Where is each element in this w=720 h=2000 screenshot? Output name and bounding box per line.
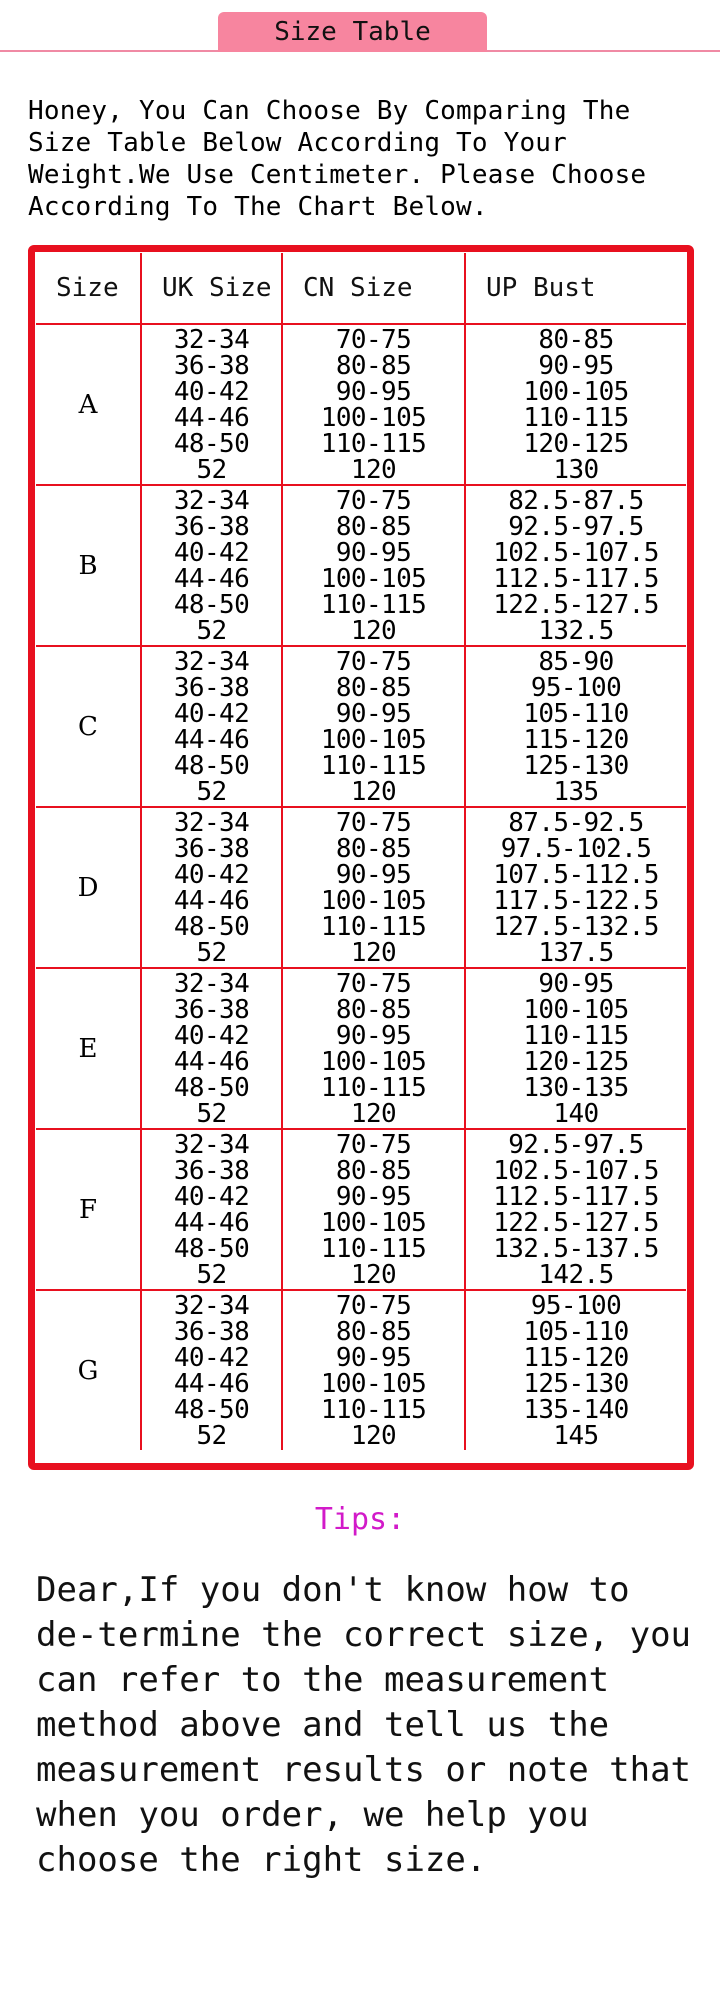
cn-size-value: 90-95 [335, 698, 412, 729]
cup-size-cell: C [36, 646, 141, 807]
uk-size-value: 48-50 [173, 1072, 250, 1103]
uk-size-cell [141, 646, 282, 807]
cn-size-value: 80-85 [335, 994, 412, 1025]
up-bust-value: 92.5-97.5 [508, 1129, 644, 1160]
cn-size-value: 110-115 [320, 1233, 427, 1264]
up-bust-cell [465, 968, 686, 1129]
up-bust-value: 110-115 [523, 1020, 629, 1051]
up-bust-value: 80-85 [538, 324, 614, 355]
table-row [36, 324, 686, 485]
cn-size-cell [282, 324, 465, 485]
cup-size-cell: F [36, 1129, 141, 1290]
cn-size-value: 100-105 [320, 1207, 427, 1238]
uk-size-cell [141, 1129, 282, 1290]
uk-size-value: 32-34 [173, 646, 250, 677]
up-bust-value: 130-135 [523, 1072, 629, 1103]
table-row [36, 646, 686, 807]
up-bust-value: 122.5-127.5 [493, 589, 659, 620]
up-bust-value: 135 [553, 776, 599, 807]
uk-size-value: 32-34 [173, 324, 250, 355]
cup-size-cell: D [36, 807, 141, 968]
up-bust-value: 105-110 [523, 698, 629, 729]
cn-size-value: 80-85 [335, 1316, 412, 1347]
uk-size-value: 48-50 [173, 428, 250, 459]
cn-size-value: 120 [350, 615, 397, 646]
uk-size-value: 36-38 [173, 1155, 250, 1186]
up-bust-value: 125-130 [523, 750, 629, 781]
up-bust-value: 145 [553, 1420, 599, 1451]
uk-size-value: 44-46 [173, 1368, 250, 1399]
cn-size-value: 100-105 [320, 724, 427, 755]
uk-size-value: 48-50 [173, 1394, 250, 1425]
up-bust-value: 87.5-92.5 [508, 807, 644, 838]
cn-size-value: 110-115 [320, 428, 427, 459]
up-bust-value: 110-115 [523, 402, 629, 433]
uk-size-value: 40-42 [173, 537, 250, 568]
cn-size-cell [282, 1290, 465, 1450]
cn-size-value: 90-95 [335, 1181, 412, 1212]
cn-size-value: 120 [350, 454, 397, 485]
cn-size-value: 110-115 [320, 589, 427, 620]
up-bust-value: 97.5-102.5 [500, 833, 652, 864]
up-bust-value: 82.5-87.5 [508, 485, 644, 516]
table-row [36, 485, 686, 646]
intro-text: Honey, You Can Choose By Comparing The Size Table Below According To Your Weight.We Use Centimeter. Please Choose According To The Chart Below. [28, 96, 647, 222]
uk-size-value: 52 [196, 615, 227, 646]
cn-size-cell [282, 485, 465, 646]
uk-size-value: 52 [196, 1420, 227, 1451]
cn-size-value: 80-85 [335, 833, 412, 864]
up-bust-value: 125-130 [523, 1368, 629, 1399]
up-bust-value: 132.5 [538, 615, 614, 646]
table-header-row [36, 253, 686, 324]
uk-size-value: 32-34 [173, 485, 250, 516]
up-bust-value: 132.5-137.5 [493, 1233, 659, 1264]
up-bust-cell [465, 485, 686, 646]
up-bust-value: 100-105 [523, 376, 629, 407]
cup-size-cell: B [36, 485, 141, 646]
cn-size-value: 90-95 [335, 1020, 412, 1051]
table-row [36, 1290, 686, 1450]
uk-size-value: 44-46 [173, 1207, 250, 1238]
uk-size-value: 48-50 [173, 1233, 250, 1264]
up-bust-value: 135-140 [523, 1394, 629, 1425]
uk-size-value: 48-50 [173, 750, 250, 781]
up-bust-value: 90-95 [538, 968, 614, 999]
uk-size-value: 52 [196, 1098, 227, 1129]
tips-title: Tips: [314, 1502, 406, 1537]
up-bust-value: 122.5-127.5 [493, 1207, 659, 1238]
cn-size-value: 70-75 [335, 807, 412, 838]
cn-size-cell [282, 968, 465, 1129]
uk-size-cell [141, 324, 282, 485]
cn-size-value: 110-115 [320, 911, 427, 942]
uk-size-value: 40-42 [173, 1020, 250, 1051]
cn-size-value: 100-105 [320, 1368, 427, 1399]
up-bust-value: 95-100 [530, 1290, 622, 1321]
uk-size-value: 44-46 [173, 885, 250, 916]
uk-size-value: 52 [196, 1259, 227, 1290]
column-header-up-bust: UP Bust [465, 253, 686, 324]
size-table-frame [28, 245, 694, 1470]
up-bust-value: 107.5-112.5 [493, 859, 659, 890]
cn-size-value: 80-85 [335, 511, 412, 542]
column-header-uk-size: UK Size [141, 253, 282, 324]
uk-size-cell [141, 485, 282, 646]
uk-size-value: 36-38 [173, 833, 250, 864]
uk-size-cell [141, 807, 282, 968]
cn-size-value: 110-115 [320, 750, 427, 781]
tips-body: Dear,If you don't know how to de-termine the correct size, you can refer to the measurement method above and tell us the measurement results or note that when you order, we help you choose the right size. [36, 1570, 692, 1880]
cn-size-value: 110-115 [320, 1394, 427, 1425]
cn-size-cell [282, 807, 465, 968]
cn-size-value: 70-75 [335, 968, 412, 999]
cn-size-value: 120 [350, 937, 397, 968]
uk-size-value: 48-50 [173, 911, 250, 942]
cn-size-value: 90-95 [335, 376, 412, 407]
up-bust-value: 130 [553, 454, 599, 485]
cn-size-value: 70-75 [335, 1290, 412, 1321]
up-bust-value: 140 [553, 1098, 599, 1129]
up-bust-value: 102.5-107.5 [493, 537, 659, 568]
cn-size-value: 70-75 [335, 1129, 412, 1160]
up-bust-value: 127.5-132.5 [493, 911, 659, 942]
cn-size-value: 100-105 [320, 1046, 427, 1077]
cn-size-value: 90-95 [335, 537, 412, 568]
cn-size-value: 120 [350, 776, 397, 807]
cn-size-value: 70-75 [335, 324, 412, 355]
up-bust-value: 117.5-122.5 [493, 885, 659, 916]
uk-size-value: 48-50 [173, 589, 250, 620]
cn-size-value: 100-105 [320, 402, 427, 433]
cn-size-cell [282, 1129, 465, 1290]
cn-size-value: 80-85 [335, 350, 412, 381]
up-bust-value: 112.5-117.5 [493, 1181, 659, 1212]
up-bust-value: 142.5 [538, 1259, 614, 1290]
up-bust-value: 137.5 [538, 937, 614, 968]
up-bust-cell [465, 324, 686, 485]
cup-size-cell: E [36, 968, 141, 1129]
cup-size-cell: G [36, 1290, 141, 1450]
uk-size-value: 40-42 [173, 376, 250, 407]
uk-size-value: 36-38 [173, 350, 250, 381]
uk-size-cell [141, 968, 282, 1129]
uk-size-value: 40-42 [173, 698, 250, 729]
up-bust-value: 90-95 [538, 350, 614, 381]
up-bust-cell [465, 807, 686, 968]
up-bust-value: 115-120 [523, 1342, 629, 1373]
cn-size-value: 120 [350, 1420, 397, 1451]
cn-size-value: 100-105 [320, 885, 427, 916]
up-bust-value: 105-110 [523, 1316, 629, 1347]
up-bust-value: 95-100 [530, 672, 622, 703]
uk-size-value: 52 [196, 937, 227, 968]
uk-size-value: 52 [196, 776, 227, 807]
up-bust-value: 120-125 [523, 1046, 629, 1077]
cn-size-value: 80-85 [335, 1155, 412, 1186]
up-bust-value: 120-125 [523, 428, 629, 459]
uk-size-value: 32-34 [173, 1129, 250, 1160]
table-body [36, 324, 686, 1450]
column-header-cn-size: CN Size [282, 253, 465, 324]
cn-size-value: 90-95 [335, 1342, 412, 1373]
cn-size-value: 110-115 [320, 1072, 427, 1103]
uk-size-value: 36-38 [173, 672, 250, 703]
uk-size-value: 36-38 [173, 994, 250, 1025]
up-bust-value: 85-90 [538, 646, 614, 677]
uk-size-value: 52 [196, 454, 227, 485]
up-bust-value: 100-105 [523, 994, 629, 1025]
size-table [36, 253, 686, 1450]
uk-size-value: 36-38 [173, 1316, 250, 1347]
up-bust-value: 115-120 [523, 724, 629, 755]
up-bust-cell [465, 1290, 686, 1450]
uk-size-value: 40-42 [173, 859, 250, 890]
uk-size-value: 40-42 [173, 1342, 250, 1373]
up-bust-value: 112.5-117.5 [493, 563, 659, 594]
cn-size-value: 80-85 [335, 672, 412, 703]
uk-size-value: 44-46 [173, 724, 250, 755]
up-bust-cell [465, 646, 686, 807]
column-header-size: Size [36, 253, 141, 324]
uk-size-value: 44-46 [173, 1046, 250, 1077]
cn-size-value: 100-105 [320, 563, 427, 594]
table-row [36, 968, 686, 1129]
page-title: Size Table [218, 12, 487, 52]
uk-size-value: 36-38 [173, 511, 250, 542]
cn-size-value: 70-75 [335, 485, 412, 516]
table-row [36, 1129, 686, 1290]
up-bust-value: 92.5-97.5 [508, 511, 644, 542]
uk-size-cell [141, 1290, 282, 1450]
cn-size-value: 120 [350, 1259, 397, 1290]
up-bust-value: 102.5-107.5 [493, 1155, 659, 1186]
cn-size-cell [282, 646, 465, 807]
up-bust-cell [465, 1129, 686, 1290]
cn-size-value: 120 [350, 1098, 397, 1129]
uk-size-value: 32-34 [173, 807, 250, 838]
cn-size-value: 90-95 [335, 859, 412, 890]
uk-size-value: 32-34 [173, 968, 250, 999]
cn-size-value: 70-75 [335, 646, 412, 677]
uk-size-value: 40-42 [173, 1181, 250, 1212]
uk-size-value: 44-46 [173, 402, 250, 433]
cup-size-cell: A [36, 324, 141, 485]
uk-size-value: 44-46 [173, 563, 250, 594]
uk-size-value: 32-34 [173, 1290, 250, 1321]
table-row [36, 807, 686, 968]
